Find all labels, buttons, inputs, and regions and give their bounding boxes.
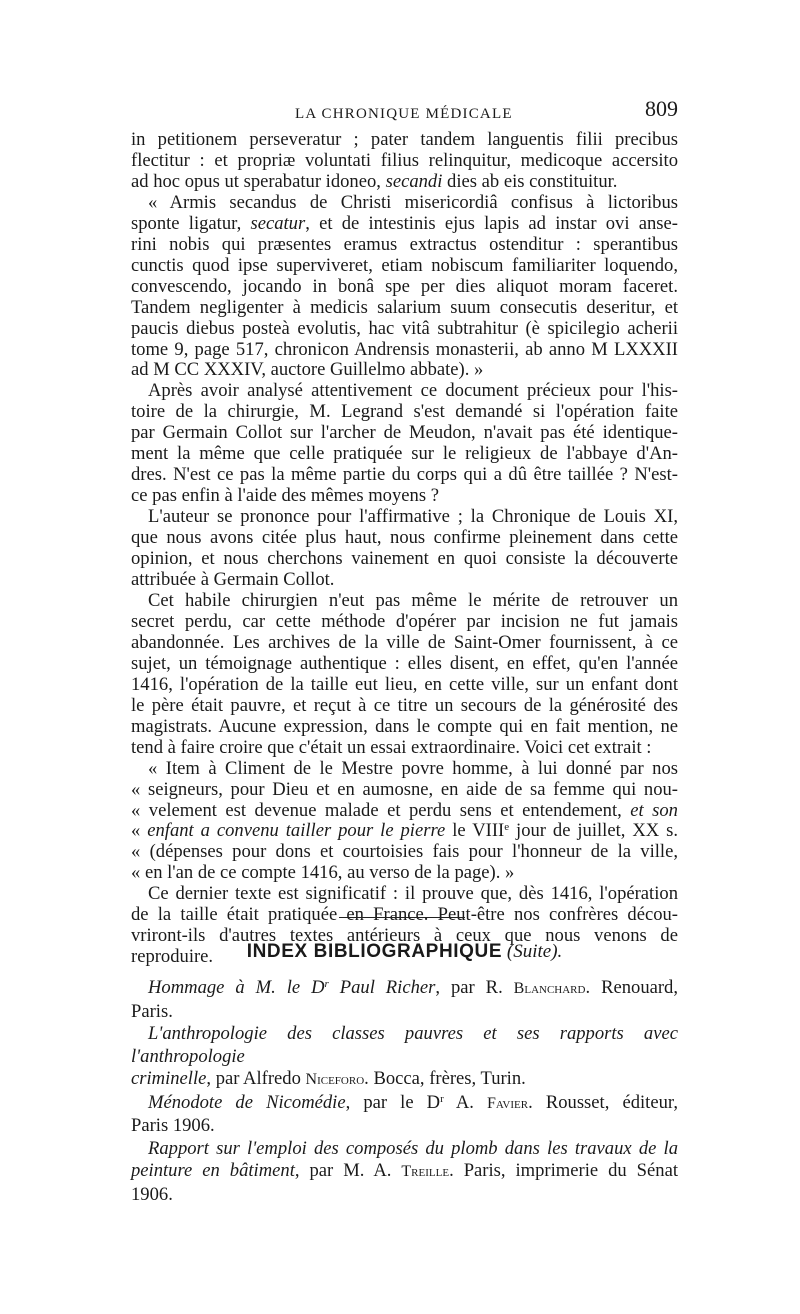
index-heading-title: INDEX BIBLIOGRAPHIQUE: [246, 941, 503, 962]
text-line: paucis diebus posteà evolutis, hac vitâ subtrahitur (è spicilegio acherii: [131, 317, 678, 339]
text-line: toire de la chirurgie, M. Legrand s'est demandé si l'opération faite: [131, 401, 678, 423]
text-line: secret perdu, car cette méthode d'opérer par incision ne fut jamais: [131, 610, 678, 632]
text-line: sponte ligatur, secatur, et de intestinis ejus lapis ad instar ovi anse-: [131, 212, 678, 234]
bibliography-entry-cont: criminelle, par Alfredo Niceforo. Bocca, frères, Turin.: [131, 1068, 526, 1089]
text-line: « en l'an de ce compte 1416, au verso de la page). »: [131, 862, 515, 884]
text-line: que nous avons citée plus haut, nous confirme pleinement dans cette: [131, 527, 678, 549]
text-line: « seigneurs, pour Dieu et en aumosne, en aide de sa femme qui nou-: [131, 778, 678, 800]
text-line: sujet, un témoignage authentique : elles disent, en effet, qu'en l'année: [131, 652, 678, 674]
text-line: opinion, et nous cherchons vainement en quoi consiste la découverte: [131, 548, 678, 570]
text-line: « enfant a convenu tailler pour le pierre le VIIIe jour de juillet, XX s.: [131, 820, 679, 842]
bibliography-entry: Rapport sur l'emploi des composés du plomb dans les travaux de la: [148, 1137, 678, 1159]
text-line: Ce dernier texte est significatif : il prouve que, dès 1416, l'opération: [148, 883, 678, 905]
index-heading-suffix: (Suite).: [506, 941, 563, 962]
text-line: ce pas enfin à l'aide des mêmes moyens ?: [131, 485, 439, 507]
running-title: LA CHRONIQUE MÉDICALE: [295, 106, 513, 122]
text-line: reproduire.: [131, 946, 214, 968]
section-divider: [339, 917, 465, 918]
text-line: tome 9, page 517, chronicon Andrensis monasterii, ab anno M LXXXII: [131, 338, 678, 360]
text-line: Après avoir analysé attentivement ce document précieux pour l'his-: [148, 380, 678, 402]
text-line: L'auteur se prononce pour l'affirmative ; la Chronique de Louis XI,: [148, 506, 678, 528]
text-line: magistrats. Aucune expression, dans le compte qui en fait mention, ne: [131, 715, 678, 737]
text-line: tend à faire croire que c'était un essai extraordinaire. Voici cet extrait :: [131, 736, 652, 758]
bibliography-list: [131, 977, 678, 1206]
text-line: « Armis secandus de Christi misericordiâ confisus à lictoribus: [148, 191, 678, 213]
text-line: ad hoc opus ut sperabatur idoneo, secandi dies ab eis constituitur.: [131, 170, 618, 192]
text-line: 1416, l'opération de la taille eut lieu, en cette ville, sur un enfant dont: [131, 673, 678, 695]
text-line: Tandem negligenter à medicis salarium suum consecutis deseritur, et: [131, 296, 678, 318]
page-number: 809: [645, 96, 678, 121]
text-line: flectitur : et propriæ voluntati filius relinquitur, medicoque accersito: [131, 149, 678, 171]
text-line: ment la même que celle pratiquée sur le religieux de l'abbaye d'An-: [131, 443, 678, 465]
bibliography-entry: Ménodote de Nicomédie, par le $D^r$ A. Favier. Rousset, éditeur,: [148, 1091, 678, 1113]
text-line: abandonnée. Les archives de la ville de Saint-Omer fournissent, à ce: [131, 631, 678, 653]
index-heading: [131, 940, 678, 964]
text-line: « velement est devenue malade et perdu sens et entendement, et son: [131, 799, 678, 821]
text-line: in petitionem perseveratur ; pater tandem languentis filii precibus: [131, 129, 678, 150]
text-line: par Germain Collot sur l'archer de Meudon, n'avait pas été identique-: [131, 422, 678, 444]
bibliography-entry-cont: peinture en bâtiment, par M. A. Treille. Paris, imprimerie du Sénat: [131, 1160, 678, 1181]
bibliography-entry-cont: Paris.: [131, 1000, 173, 1022]
text-line: le père était pauvre, et reçut à ce titre un secours de la générosité des: [131, 694, 678, 716]
text-line: de la taille était pratiquée en France. Peut-être nos confrères décou-: [131, 904, 678, 926]
bibliography-entry-cont: Paris 1906.: [131, 1115, 215, 1136]
text-line: « (dépenses pour dons et courtoisies fais pour l'honneur de la ville,: [131, 841, 678, 863]
text-line: Cet habile chirurgien n'eut pas même le mérite de retrouver un: [148, 589, 678, 611]
text-line: cunctis quod ipse superviveret, etiam nobiscum familiariter loquendo,: [131, 254, 678, 276]
article-body: [131, 130, 678, 968]
bibliography-entry-cont: 1906.: [131, 1183, 173, 1205]
bibliography-entry: Hommage à M. le $D^r$ Paul Richer, par R. Blanchard. Renouard,: [148, 977, 679, 998]
bibliography-entry: L'anthropologie des classes pauvres et ses rapports avec l'anthropologie: [131, 1023, 678, 1067]
text-line: ad M CC XXXIV, auctore Guillelmo abbate). »: [131, 359, 484, 381]
text-line: rini nobis qui præsentes eramus extractus ostenditur : sperantibus: [131, 233, 678, 255]
text-line: dres. N'est ce pas la même partie du corps qui a dû être taillée ? N'est-: [131, 464, 678, 486]
text-line: convescendo, jocando in bonâ spe per dies aliquot moram faceret.: [131, 275, 678, 297]
text-line: attribuée à Germain Collot.: [131, 569, 335, 591]
text-line: vriront-ils d'autres textes antérieurs à ceux que nous venons de: [131, 925, 678, 947]
page-header: [131, 96, 678, 126]
text-line: « Item à Climent de le Mestre povre homme, à lui donné par nos: [148, 757, 678, 779]
